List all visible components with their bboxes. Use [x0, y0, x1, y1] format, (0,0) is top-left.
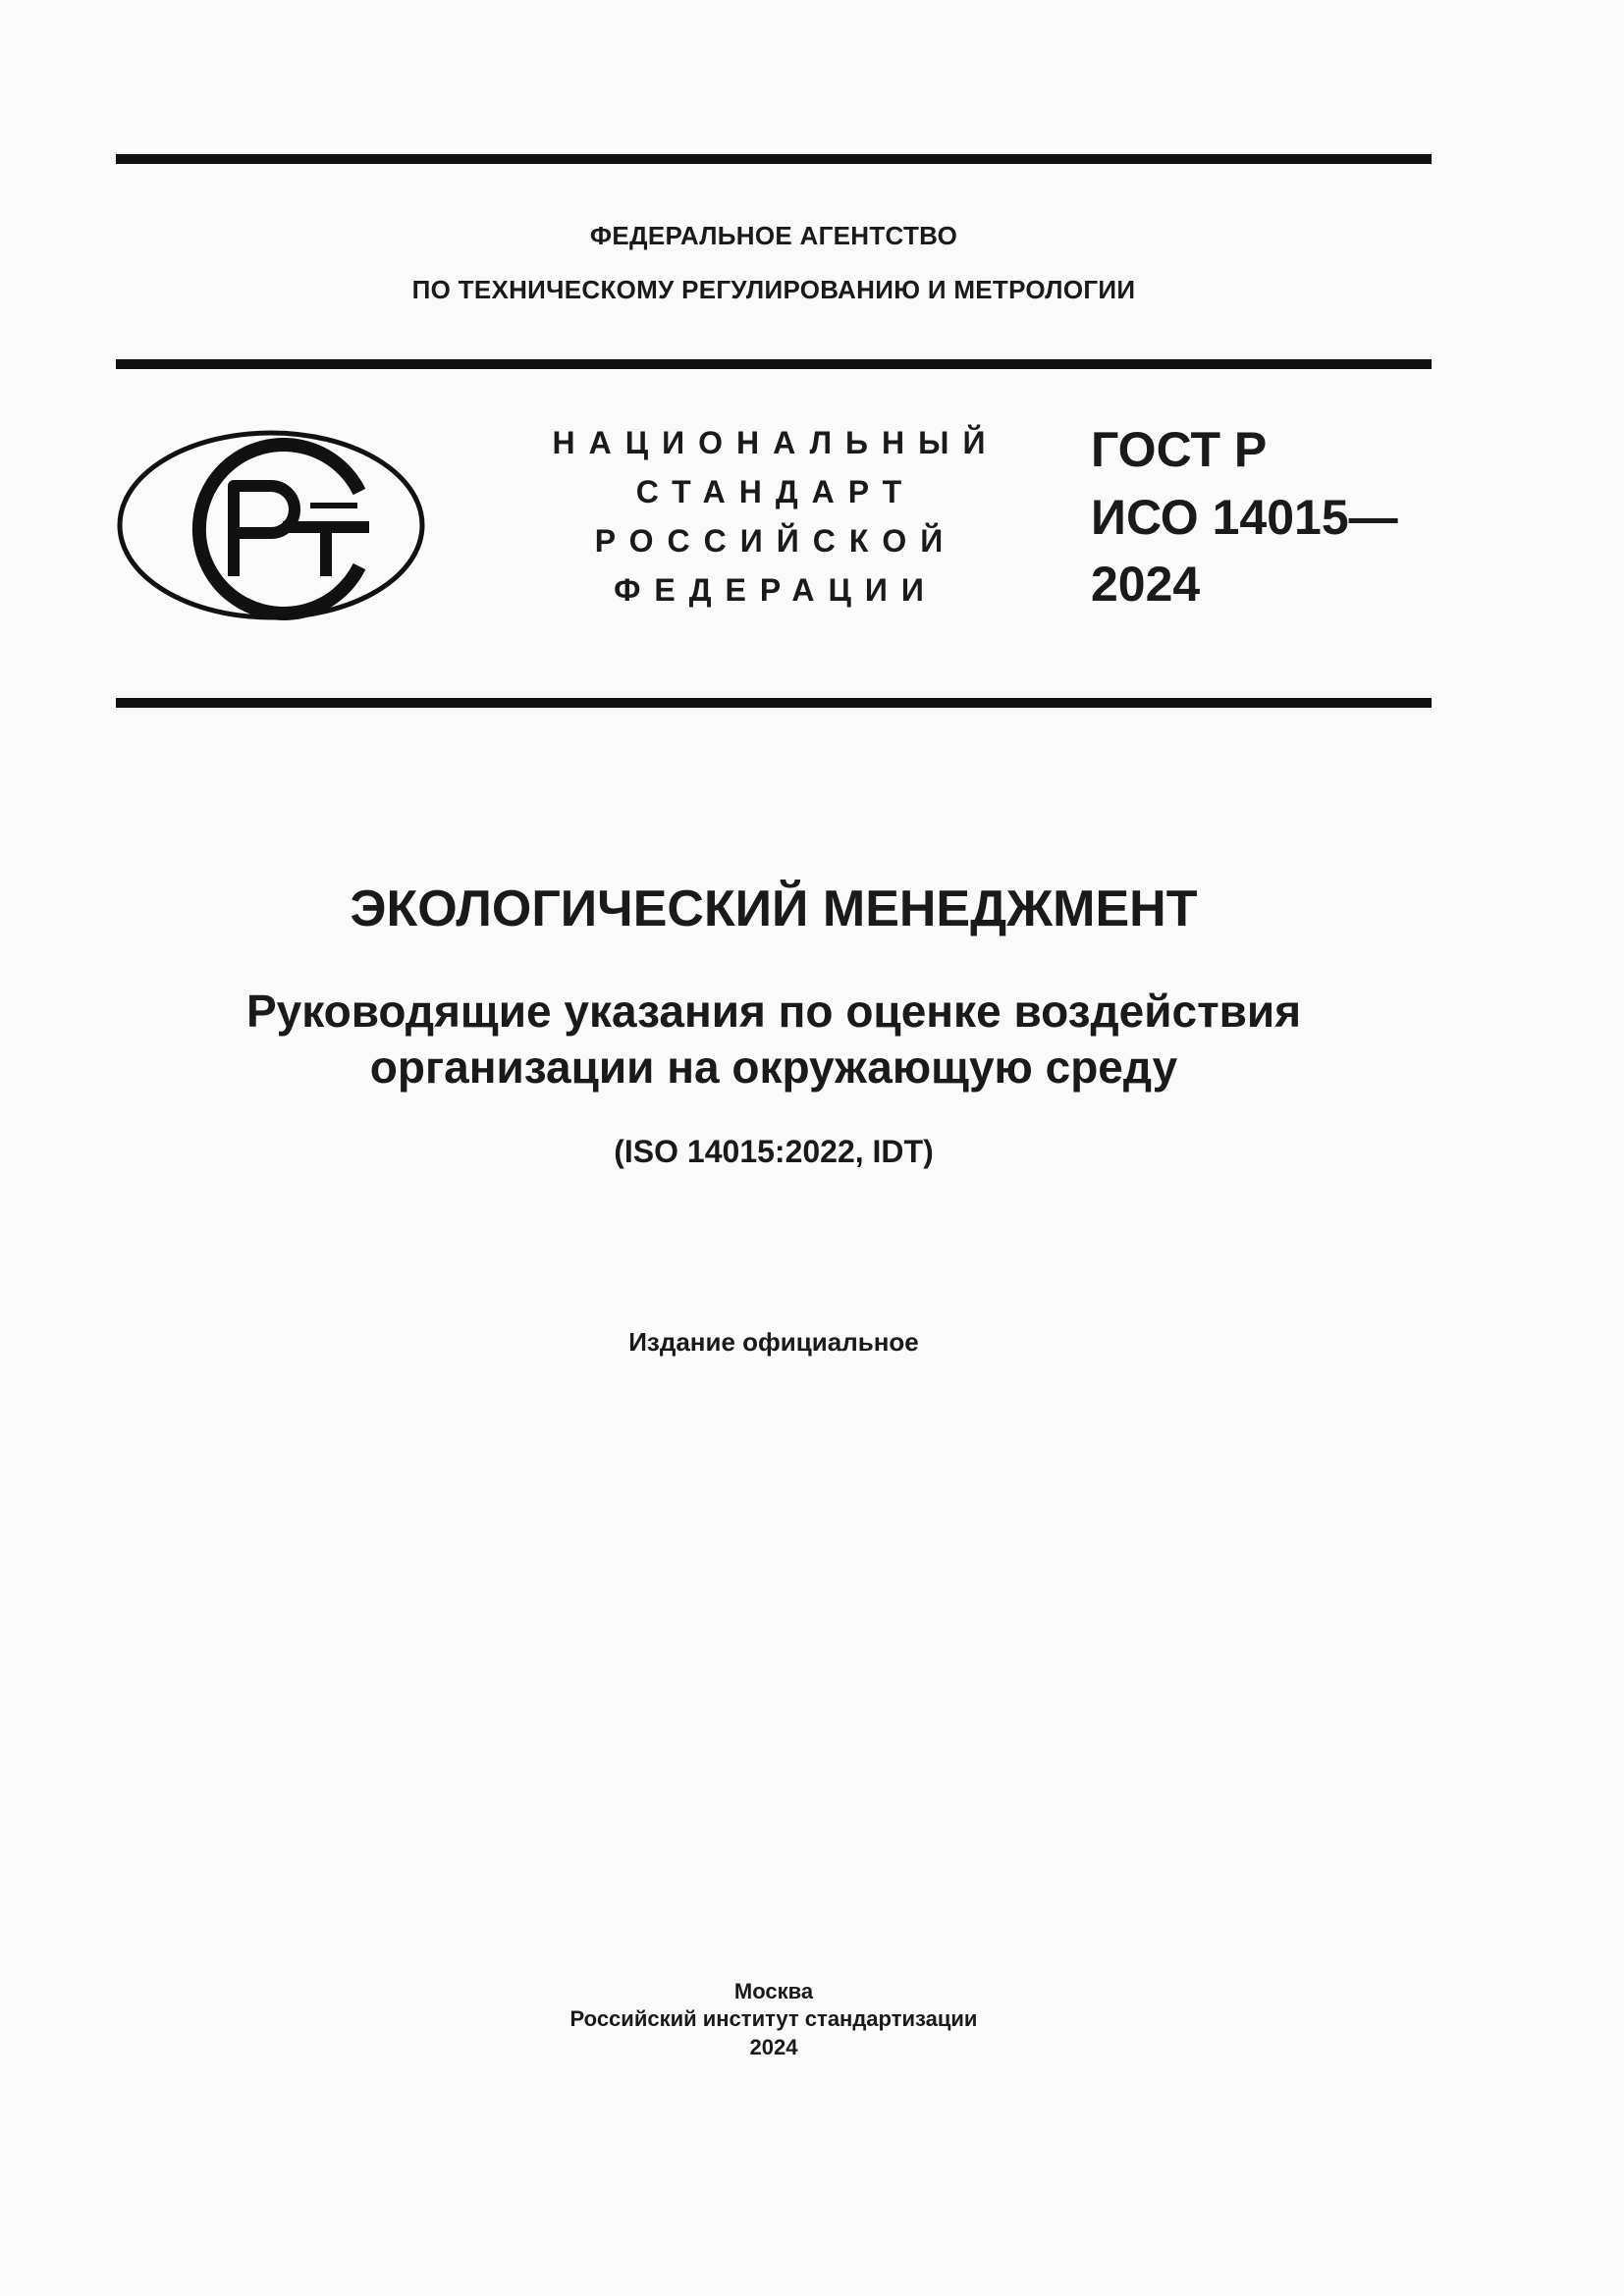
document-subtitle-line-2: организации на окружающую среду: [369, 1041, 1178, 1093]
iso-reference: (ISO 14015:2022, IDT): [614, 1134, 934, 1169]
standard-type-line-1: НАЦИОНАЛЬНЫЙ: [552, 425, 1000, 460]
rst-certification-mark-icon: [116, 429, 426, 621]
edition-note: Издание официальное: [628, 1327, 919, 1357]
publication-year: 2024: [749, 2035, 798, 2059]
standard-type-line-2: СТАНДАРТ: [635, 474, 916, 509]
publisher-organization: Российский институт стандартизации: [569, 2006, 978, 2031]
agency-line-2: ПО ТЕХНИЧЕСКОМУ РЕГУЛИРОВАНИЮ И МЕТРОЛОГИИ: [411, 275, 1136, 304]
section-rule: [116, 698, 1432, 708]
standard-type-line-4: ФЕДЕРАЦИИ: [614, 572, 938, 608]
standard-type-line-3: РОССИЙСКОЙ: [594, 523, 957, 559]
publisher-city: Москва: [733, 1979, 814, 2003]
header-rule: [116, 359, 1432, 369]
designation-line-3: 2024: [1091, 557, 1201, 612]
designation-line-2: ИСО 14015—: [1091, 490, 1398, 545]
document-subtitle-line-1: Руководящие указания по оценке воздействия: [245, 986, 1302, 1037]
top-rule: [116, 154, 1432, 164]
designation-line-1: ГОСТ Р: [1091, 422, 1268, 477]
agency-line-1: ФЕДЕРАЛЬНОЕ АГЕНТСТВО: [589, 221, 958, 250]
document-title: ЭКОЛОГИЧЕСКИЙ МЕНЕДЖМЕНТ: [350, 881, 1198, 937]
